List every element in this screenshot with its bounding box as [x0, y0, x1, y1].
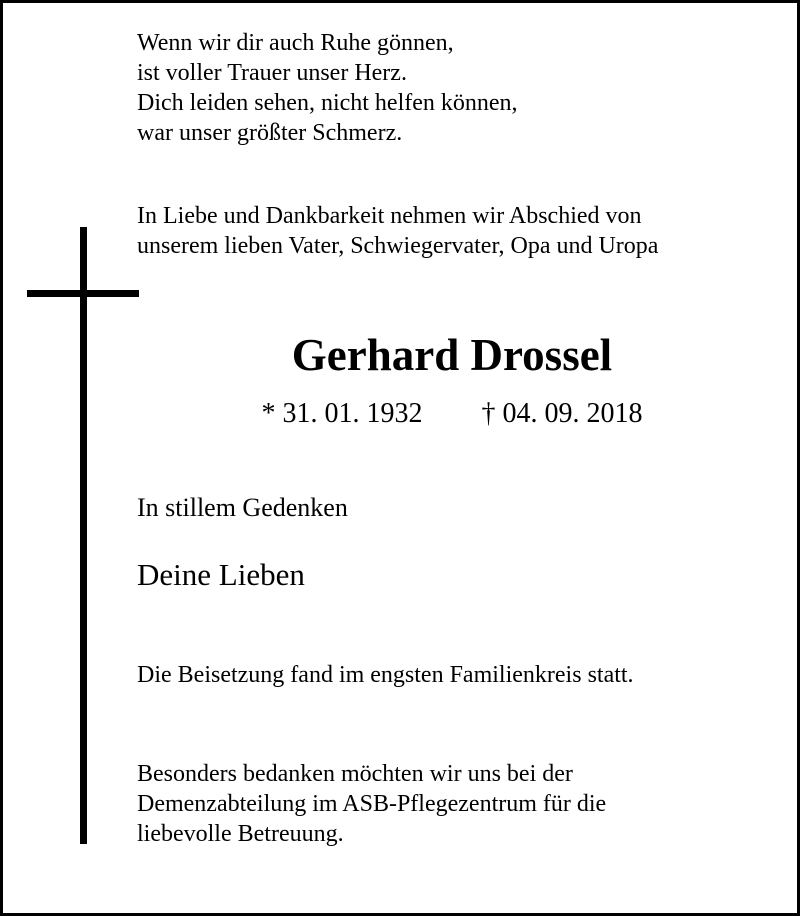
birth-date: * 31. 01. 1932: [261, 398, 423, 429]
deceased-name: Gerhard Drossel: [291, 330, 613, 380]
death-date: † 04. 09. 2018: [481, 398, 643, 429]
thanks-line: Demenzabteilung im ASB-Pflegezentrum für die: [137, 791, 607, 817]
cross-icon-vertical-bar: [80, 227, 87, 844]
poem-line: Wenn wir dir auch Ruhe gönnen,: [137, 30, 454, 56]
farewell-line: In Liebe und Dankbarkeit nehmen wir Abschied von: [137, 203, 642, 229]
signature-line: Deine Lieben: [137, 557, 305, 592]
burial-note: Die Beisetzung fand im engsten Familienkreis statt.: [137, 662, 634, 688]
thanks-note: [137, 759, 606, 849]
thanks-line: Besonders bedanken möchten wir uns bei der: [137, 761, 573, 787]
farewell-line: unserem lieben Vater, Schwiegervater, Opa und Uropa: [137, 233, 659, 259]
poem-line: Dich leiden sehen, nicht helfen können,: [137, 90, 518, 116]
thanks-line: liebevolle Betreuung.: [137, 821, 344, 847]
poem: [137, 28, 518, 148]
poem-line: ist voller Trauer unser Herz.: [137, 60, 407, 86]
cross-icon-horizontal-bar: [27, 290, 139, 297]
poem-line: war unser größter Schmerz.: [137, 120, 403, 146]
life-dates: [137, 396, 767, 432]
memory-line: In stillem Gedenken: [137, 493, 348, 522]
farewell-text: [137, 201, 658, 261]
